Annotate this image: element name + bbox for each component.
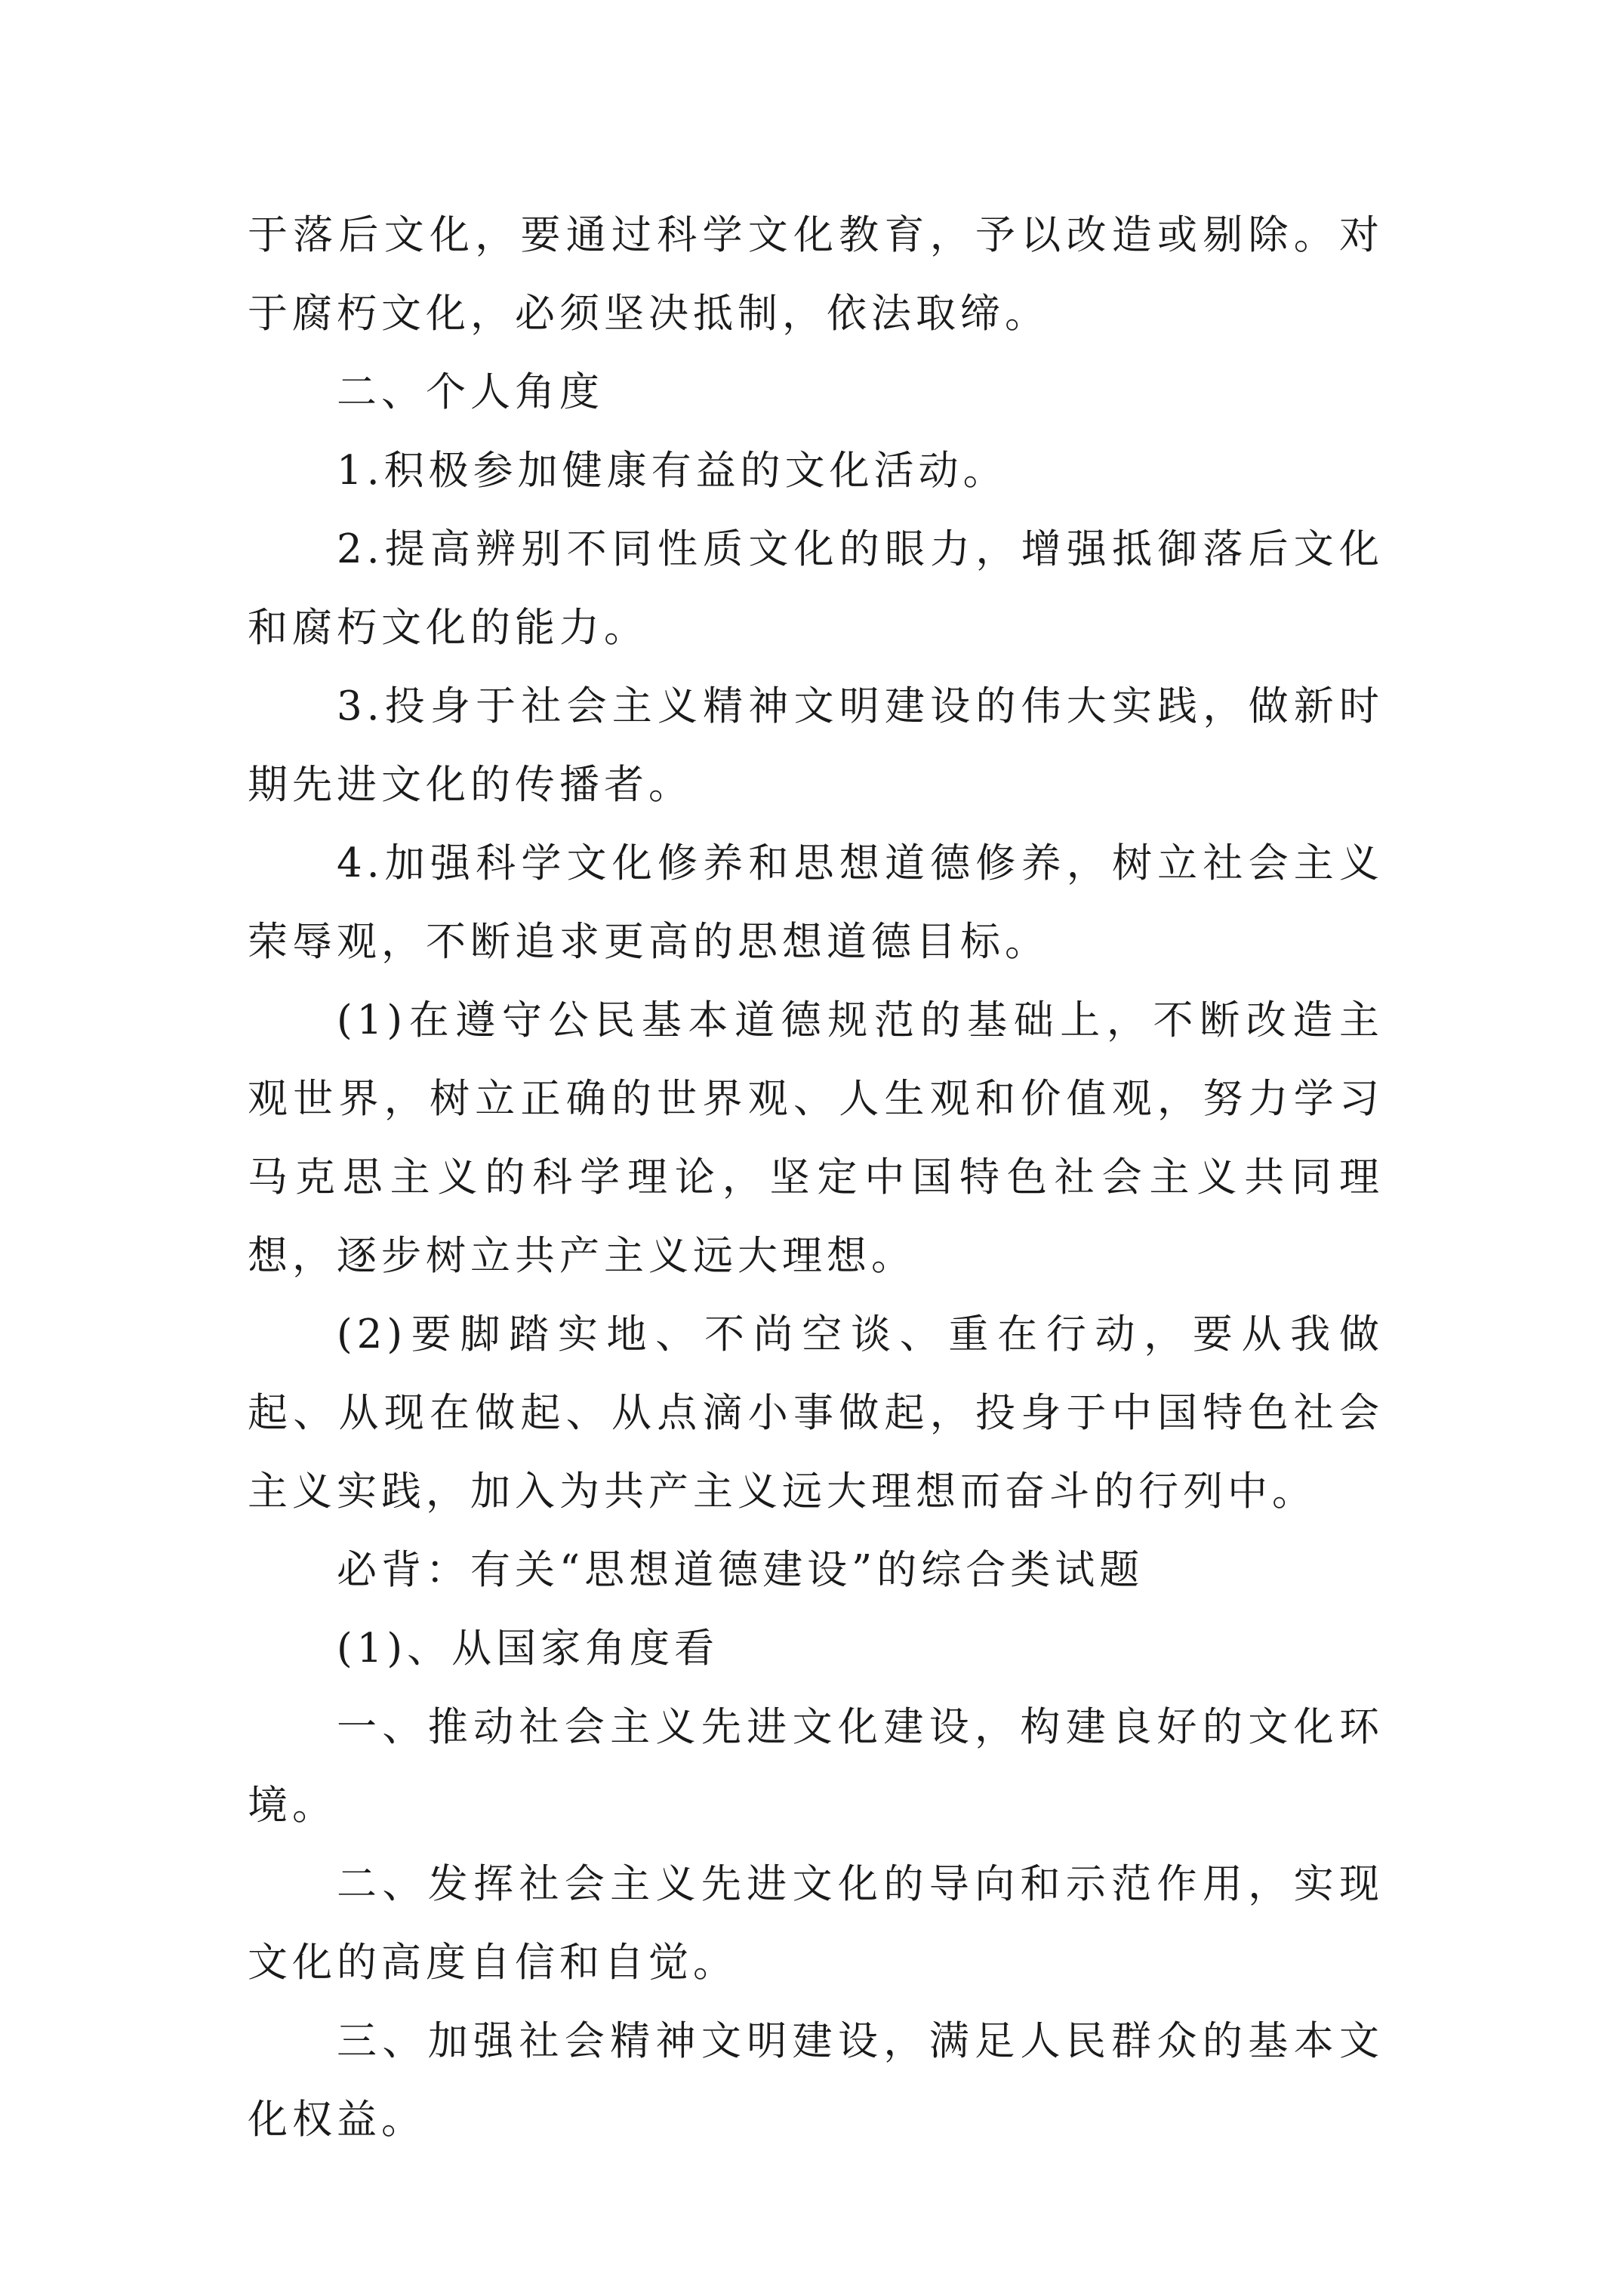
national-point-1: 一、推动社会主义先进文化建设，构建良好的文化环境。 bbox=[248, 1704, 1384, 1829]
document-body bbox=[248, 196, 1384, 2159]
sub-heading-national: (1)、从国家角度看 bbox=[337, 1626, 719, 1672]
sub-item-2: (2)要脚踏实地、不尚空谈、重在行动，要从我做起、从现在做起、从点滴小事做起，投身于中国特色社会主义实践，加入为共产主义远大理想而奋斗的行列中。 bbox=[248, 1311, 1384, 1515]
list-item-2: 2.提高辨别不同性质文化的眼力，增强抵御落后文化和腐朽文化的能力。 bbox=[248, 526, 1384, 651]
sub-item-1: (1)在遵守公民基本道德规范的基础上，不断改造主观世界，树立正确的世界观、人生观和价值观，努力学习马克思主义的科学理论，坚定中国特色社会主义共同理想，逐步树立共产主义远大理想。 bbox=[248, 997, 1384, 1279]
list-item-4: 4.加强科学文化修养和思想道德修养，树立社会主义荣辱观，不断追求更高的思想道德目标。 bbox=[248, 840, 1384, 965]
national-point-3: 三、加强社会精神文明建设，满足人民群众的基本文化权益。 bbox=[248, 2018, 1384, 2143]
list-item-1: 1.积极参加健康有益的文化活动。 bbox=[337, 448, 1008, 494]
section-heading-must-memorize: 必背：有关“思想道德建设”的综合类试题 bbox=[337, 1547, 1144, 1593]
national-point-2: 二、发挥社会主义先进文化的导向和示范作用，实现文化的高度自信和自觉。 bbox=[248, 1861, 1384, 1986]
paragraph-continuation: 于落后文化，要通过科学文化教育，予以改造或剔除。对于腐朽文化，必须坚决抵制，依法取缔。 bbox=[248, 212, 1384, 337]
list-item-3: 3.投身于社会主义精神文明建设的伟大实践，做新时期先进文化的传播者。 bbox=[248, 683, 1384, 808]
section-heading-personal: 二、个人角度 bbox=[337, 369, 604, 415]
